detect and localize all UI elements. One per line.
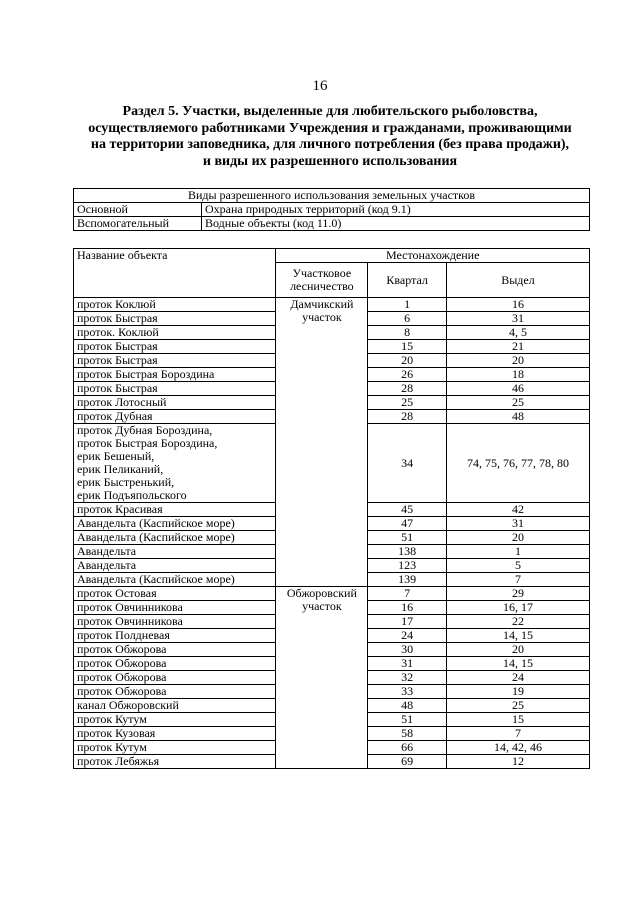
quarter-cell: 33	[368, 685, 447, 699]
object-name: проток Быстрая	[74, 354, 276, 368]
quarter-cell: 48	[368, 699, 447, 713]
section-cell: 14, 15	[446, 657, 589, 671]
fishing-sites-table	[73, 248, 590, 769]
section-cell: 16	[446, 298, 589, 312]
quarter-cell: 15	[368, 340, 447, 354]
section-cell: 31	[446, 517, 589, 531]
table-row	[74, 298, 590, 312]
use-type: Вспомогательный	[74, 217, 202, 231]
section-cell: 20	[446, 354, 589, 368]
col-header-location: Местонахождение	[276, 249, 590, 263]
table-row	[74, 217, 590, 231]
object-name: проток Лотосный	[74, 396, 276, 410]
quarter-cell: 58	[368, 727, 447, 741]
section-cell: 48	[446, 410, 589, 424]
quarter-cell: 26	[368, 368, 447, 382]
quarter-cell: 28	[368, 382, 447, 396]
col-header-quarter: Квартал	[368, 263, 447, 298]
section-cell: 20	[446, 643, 589, 657]
quarter-cell: 51	[368, 713, 447, 727]
object-name: Авандельта	[74, 559, 276, 573]
heading-line: осуществляемого работниками Учреждения и гражданами, проживающими	[88, 120, 572, 136]
quarter-cell: 8	[368, 326, 447, 340]
heading-line: Раздел 5. Участки, выделенные для любительского рыболовства,	[122, 104, 538, 119]
permitted-use-table	[73, 188, 590, 231]
heading-line: и виды их разрешенного использования	[202, 153, 458, 169]
quarter-cell: 20	[368, 354, 447, 368]
forestry-cell: Дамчикский участок	[276, 298, 368, 587]
section-cell: 31	[446, 312, 589, 326]
object-name: проток Быстрая Бороздина	[74, 368, 276, 382]
forestry-cell: Обжоровский участок	[276, 587, 368, 769]
object-name: Авандельта (Каспийское море)	[74, 573, 276, 587]
section-cell: 19	[446, 685, 589, 699]
section-cell: 14, 15	[446, 629, 589, 643]
quarter-cell: 34	[368, 424, 447, 503]
quarter-cell: 123	[368, 559, 447, 573]
object-name: Авандельта (Каспийское море)	[74, 531, 276, 545]
quarter-cell: 66	[368, 741, 447, 755]
section-cell: 29	[446, 587, 589, 601]
object-name-line: проток Дубная Бороздина,	[77, 423, 213, 437]
object-name: проток Остовая	[74, 587, 276, 601]
object-name-line: ерик Быстренький,	[77, 475, 175, 489]
quarter-cell: 6	[368, 312, 447, 326]
object-name: проток Дубная	[74, 410, 276, 424]
object-name: проток Обжорова	[74, 671, 276, 685]
section-cell: 14, 42, 46	[446, 741, 589, 755]
section-cell: 24	[446, 671, 589, 685]
object-name: проток Кутум	[74, 741, 276, 755]
quarter-cell: 47	[368, 517, 447, 531]
heading-line: на территории заповедника, для личного потребления (без права продажи),	[90, 137, 570, 152]
col-header-section: Выдел	[446, 263, 589, 298]
col-header-forestry: Участковое лесничество	[276, 263, 368, 298]
section-cell: 25	[446, 396, 589, 410]
section-cell: 21	[446, 340, 589, 354]
quarter-cell: 139	[368, 573, 447, 587]
object-name: проток Быстрая	[74, 312, 276, 326]
col-header-name: Название объекта	[74, 249, 276, 298]
section-cell: 16, 17	[446, 601, 589, 615]
quarter-cell: 24	[368, 629, 447, 643]
object-name: Авандельта (Каспийское море)	[74, 517, 276, 531]
quarter-cell: 69	[368, 755, 447, 769]
object-name: проток Коклюй	[74, 298, 276, 312]
use-value: Водные объекты (код 11.0)	[202, 217, 590, 231]
object-name: проток. Коклюй	[74, 326, 276, 340]
object-name: проток Быстрая	[74, 382, 276, 396]
object-name-line: проток Быстрая Бороздина,	[77, 436, 218, 450]
section-cell: 74, 75, 76, 77, 78, 80	[446, 424, 589, 503]
object-name-line: ерик Бешеный,	[77, 449, 155, 463]
section-cell: 20	[446, 531, 589, 545]
section-cell: 1	[446, 545, 589, 559]
object-name	[74, 424, 276, 503]
object-name: проток Кузовая	[74, 727, 276, 741]
permitted-use-header: Виды разрешенного использования земельных участков	[74, 189, 590, 203]
section-cell: 46	[446, 382, 589, 396]
section-cell: 12	[446, 755, 589, 769]
object-name: проток Полдневая	[74, 629, 276, 643]
object-name: Авандельта	[74, 545, 276, 559]
section-cell: 15	[446, 713, 589, 727]
quarter-cell: 7	[368, 587, 447, 601]
object-name: проток Овчинникова	[74, 615, 276, 629]
object-name: проток Обжорова	[74, 643, 276, 657]
quarter-cell: 28	[368, 410, 447, 424]
object-name-line: ерик Подъяпольского	[77, 488, 187, 502]
quarter-cell: 16	[368, 601, 447, 615]
section-cell: 7	[446, 573, 589, 587]
quarter-cell: 32	[368, 671, 447, 685]
use-value: Охрана природных территорий (код 9.1)	[202, 203, 590, 217]
section-cell: 5	[446, 559, 589, 573]
object-name: проток Лебяжья	[74, 755, 276, 769]
quarter-cell: 17	[368, 615, 447, 629]
object-name: проток Овчинникова	[74, 601, 276, 615]
object-name: проток Кутум	[74, 713, 276, 727]
quarter-cell: 31	[368, 657, 447, 671]
quarter-cell: 25	[368, 396, 447, 410]
section-cell: 7	[446, 727, 589, 741]
quarter-cell: 30	[368, 643, 447, 657]
page-number: 16	[312, 78, 328, 94]
section-cell: 25	[446, 699, 589, 713]
object-name: проток Красивая	[74, 503, 276, 517]
quarter-cell: 1	[368, 298, 447, 312]
section-cell: 22	[446, 615, 589, 629]
section-heading	[60, 104, 600, 170]
object-name: проток Обжорова	[74, 657, 276, 671]
object-name: проток Обжорова	[74, 685, 276, 699]
section-cell: 18	[446, 368, 589, 382]
object-name: канал Обжоровский	[74, 699, 276, 713]
object-name: проток Быстрая	[74, 340, 276, 354]
quarter-cell: 138	[368, 545, 447, 559]
section-cell: 42	[446, 503, 589, 517]
quarter-cell: 45	[368, 503, 447, 517]
section-cell: 4, 5	[446, 326, 589, 340]
table-row	[74, 587, 590, 601]
quarter-cell: 51	[368, 531, 447, 545]
use-type: Основной	[74, 203, 202, 217]
object-name-line: ерик Пеликаний,	[77, 462, 164, 476]
table-row	[74, 203, 590, 217]
